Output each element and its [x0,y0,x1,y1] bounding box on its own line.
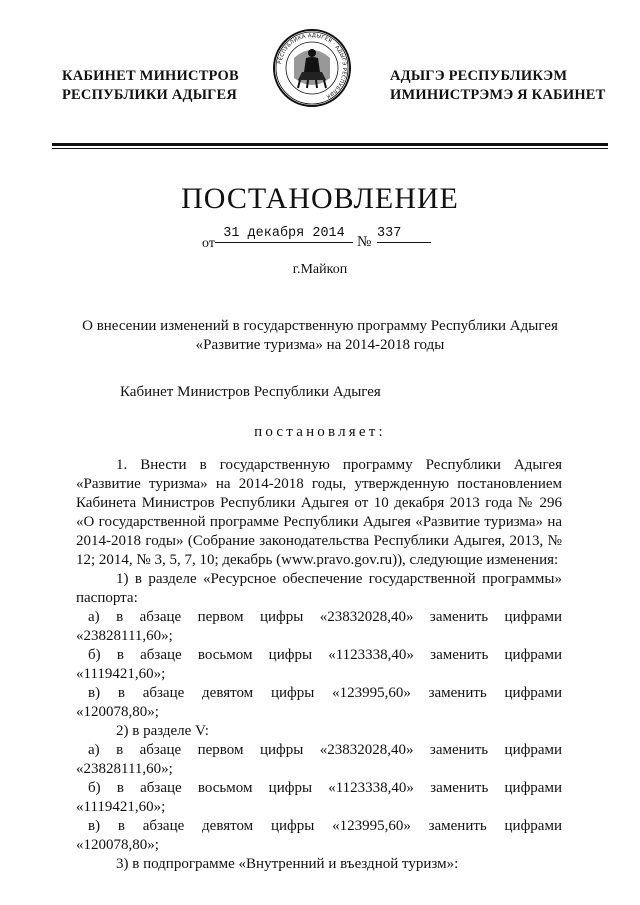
item-word: абзаце [142,818,185,834]
item-word: б) [88,780,101,796]
item-word: заменить [428,818,487,834]
document-number: 337 [377,226,431,243]
paragraph-2: 1) в разделе «Ресурсное обеспечение государственной программы» паспорта: [76,571,562,606]
item-word: заменить [429,609,489,625]
svg-text:РЕСПУБЛИКА АДЫГЕЯ · АДЫГЭ РЕСП: РЕСПУБЛИКА АДЫГЕЯ · АДЫГЭ РЕСПУБЛИК · [277,32,348,102]
item-word: в [116,609,124,625]
item-word: «1123338,40» [328,780,414,796]
item-s2-a-cont: «23828111,60»; [76,761,173,777]
number-prefix: № [357,234,372,250]
item-word: а) [88,742,100,758]
item-word: девятом [202,685,254,701]
item-word: заменить [430,780,489,796]
item-s2-b [76,779,562,798]
item-s1-b-cont: «1119421,60»; [76,666,166,682]
item-word: в) [88,685,101,701]
item-word: заменить [430,647,489,663]
header-right-line1: АДЫГЭ РЕСПУБЛИКЭМ [390,68,568,84]
item-word: в [116,780,124,796]
item-word: цифрами [504,818,562,834]
item-word: первом [197,742,244,758]
document-title: ПОСТАНОВЛЕНИЕ [181,182,459,215]
item-word: цифрами [504,609,562,625]
item-word: в [116,742,124,758]
item-word: цифрами [504,742,562,758]
item-s2-b-cont: «1119421,60»; [76,799,166,815]
item-s1-c [76,684,562,703]
item-word: в [116,647,124,663]
item-word: цифры [268,780,313,796]
document-body [76,456,562,874]
header-left-line2: РЕСПУБЛИКИ АДЫГЕЯ [62,87,238,103]
header-left [62,67,239,105]
item-word: заменить [429,742,489,758]
item-word: «23832028,40» [319,742,414,758]
document-city: г.Майкоп [292,262,348,277]
document-subject [0,317,640,355]
issuer: Кабинет Министров Республики Адыгея [120,384,381,400]
item-s2-c-cont: «120078,80»; [76,837,159,853]
header-right-line2: ИМИНИСТРЭМЭ Я КАБИНЕТ [390,87,606,103]
document-date: 31 декабря 2014 [215,226,353,243]
item-word: цифры [259,742,304,758]
item-word: цифрами [504,685,562,701]
item-word: абзаце [139,742,182,758]
item-word: «23832028,40» [319,609,414,625]
decree-word: постановляет: [254,424,386,440]
item-word: восьмом [197,780,253,796]
item-s1-b [76,646,562,665]
item-word: восьмом [197,647,253,663]
item-word: б) [88,647,101,663]
item-word: цифрами [504,647,562,663]
subject-line1: О внесении изменений в государственную программу Республики Адыгея [82,318,558,334]
paragraph-3: 2) в разделе V: [116,723,209,739]
item-word: первом [197,609,244,625]
item-word: а) [88,609,100,625]
item-word: абзаце [142,685,185,701]
item-word: цифрами [504,780,562,796]
header-rule-thick [52,143,608,146]
item-s2-c [76,817,562,836]
item-word: «1123338,40» [328,647,414,663]
item-word: абзаце [140,780,182,796]
item-word: заменить [428,685,487,701]
item-word: в [117,685,125,701]
paragraph-4: 3) в подпрограмме «Внутренний и въездной туризм»: [116,856,459,872]
item-word: цифры [270,685,315,701]
item-word: девятом [202,818,254,834]
item-word: абзаце [139,609,182,625]
coat-of-arms-icon [272,28,352,108]
item-word: «123995,60» [332,818,411,834]
header-right [390,67,606,105]
date-prefix: от [202,236,215,251]
paragraph-1: 1. Внести в государственную программу Республики Адыгея «Развитие туризма» на 2014-2018 годы, утвержденную постановлением Кабинета Министров Республики Адыгея от 10 декабря 2013 года № 296 «О государственной программе Республики Адыгея «Развитие туризма» на 2014-2018 годы» (Собрание законодательства Республики Адыгея, 2013, № 12; 2014, № 3, 5, 7, 10; декабрь (www.pravo.gov.ru)), следующие изменения: [76,457,562,568]
item-word: в) [88,818,101,834]
header-rule-thin [52,148,608,149]
item-s1-a [76,608,562,627]
item-word: цифры [259,609,304,625]
item-word: «123995,60» [332,685,411,701]
item-word: цифры [270,818,315,834]
item-s1-c-cont: «120078,80»; [76,704,159,720]
item-s2-a [76,741,562,760]
subject-line2: «Развитие туризма» на 2014-2018 годы [195,337,445,353]
item-word: в [117,818,125,834]
item-word: абзаце [140,647,182,663]
item-s1-a-cont: «23828111,60»; [76,628,173,644]
item-word: цифры [268,647,313,663]
header-left-line1: КАБИНЕТ МИНИСТРОВ [62,68,239,84]
